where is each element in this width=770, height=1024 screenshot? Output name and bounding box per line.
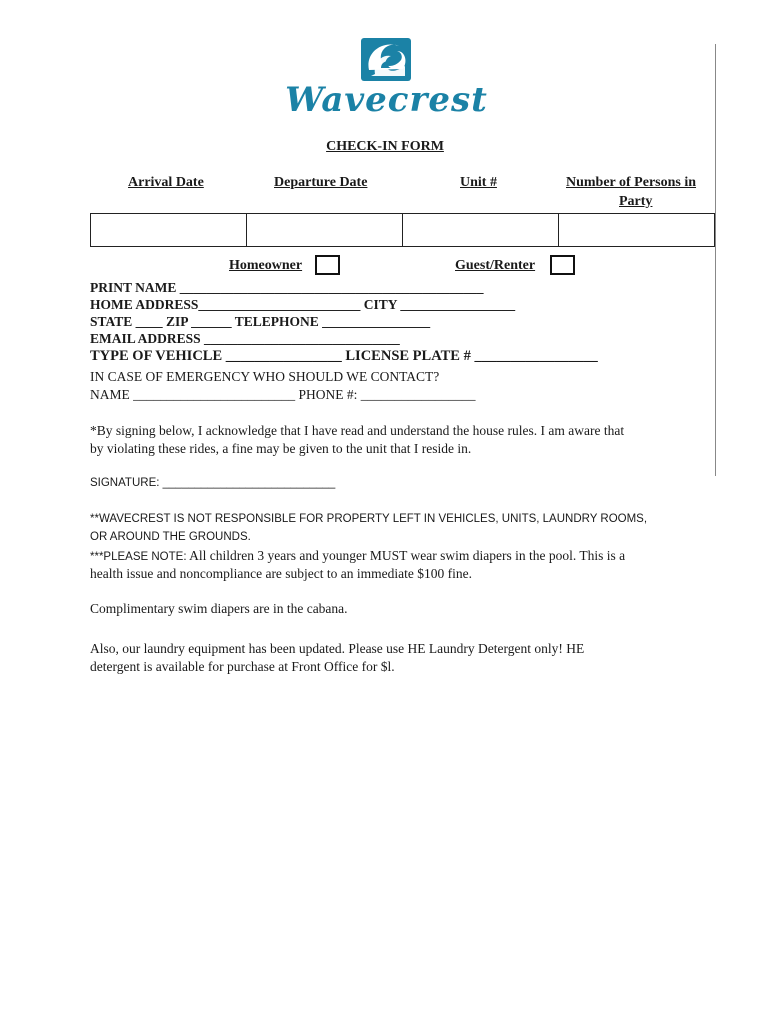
- laundry-note-line-1: Also, our laundry equipment has been updated. Please use HE Laundry Detergent only! HE: [90, 641, 585, 656]
- acknowledgement-line-2: by violating these rides, a fine may be given to the unit that I reside in.: [90, 441, 472, 456]
- please-note-prefix: ***PLEASE NOTE:: [90, 551, 187, 563]
- laundry-note-line-2: detergent is available for purchase at Front Office for $l.: [90, 659, 395, 674]
- number-of-persons-field[interactable]: [558, 213, 715, 247]
- liability-notice-line-2: OR AROUND THE GROUNDS.: [90, 531, 251, 543]
- unit-number-field[interactable]: [402, 213, 559, 247]
- header-party: Party: [619, 194, 653, 209]
- form-title: CHECK-IN FORM: [326, 139, 444, 154]
- please-note-text: All children 3 years and younger MUST wear swim diapers in the pool. This is a: [186, 548, 626, 563]
- vehicle-license-line[interactable]: TYPE OF VEHICLE ________________ LICENSE PLATE # _________________: [90, 348, 598, 364]
- brand-wordmark: Wavecrest: [285, 80, 488, 120]
- guest-renter-checkbox[interactable]: [550, 255, 575, 275]
- homeowner-checkbox[interactable]: [315, 255, 340, 275]
- home-address-line[interactable]: HOME ADDRESS________________________ CITY _________________: [90, 297, 516, 312]
- email-address-line[interactable]: EMAIL ADDRESS _____________________________: [90, 331, 400, 346]
- wave-icon: [361, 34, 411, 82]
- signature-line[interactable]: SIGNATURE: ___________________________: [90, 477, 336, 489]
- complimentary-diapers-note: Complimentary swim diapers are in the cabana.: [90, 601, 348, 616]
- print-name-line[interactable]: PRINT NAME _____________________________________________: [90, 280, 484, 295]
- acknowledgement-line-1: *By signing below, I acknowledge that I have read and understand the house rules. I am aware that: [90, 423, 625, 438]
- departure-date-field[interactable]: [246, 213, 403, 247]
- emergency-name-phone-line[interactable]: NAME ________________________ PHONE #: _________________: [90, 387, 476, 402]
- header-unit-number: Unit #: [460, 175, 497, 190]
- swim-diaper-notice-line-2: health issue and noncompliance are subject to an immediate $100 fine.: [90, 566, 473, 581]
- state-zip-telephone-line[interactable]: STATE ____ ZIP ______ TELEPHONE ________________: [90, 314, 431, 329]
- header-arrival-date: Arrival Date: [128, 175, 204, 190]
- guest-renter-label: Guest/Renter: [455, 258, 536, 273]
- emergency-contact-question: IN CASE OF EMERGENCY WHO SHOULD WE CONTACT?: [90, 369, 440, 384]
- page-margin-rule: [715, 44, 716, 476]
- header-departure-date: Departure Date: [274, 175, 368, 190]
- homeowner-label: Homeowner: [229, 258, 303, 273]
- swim-diaper-notice-line-1: [90, 547, 625, 566]
- arrival-date-field[interactable]: [90, 213, 247, 247]
- logo: [255, 34, 515, 126]
- liability-notice-line-1: **WAVECREST IS NOT RESPONSIBLE FOR PROPERTY LEFT IN VEHICLES, UNITS, LAUNDRY ROOMS,: [90, 513, 648, 525]
- header-number-of-persons: Number of Persons in: [566, 175, 697, 190]
